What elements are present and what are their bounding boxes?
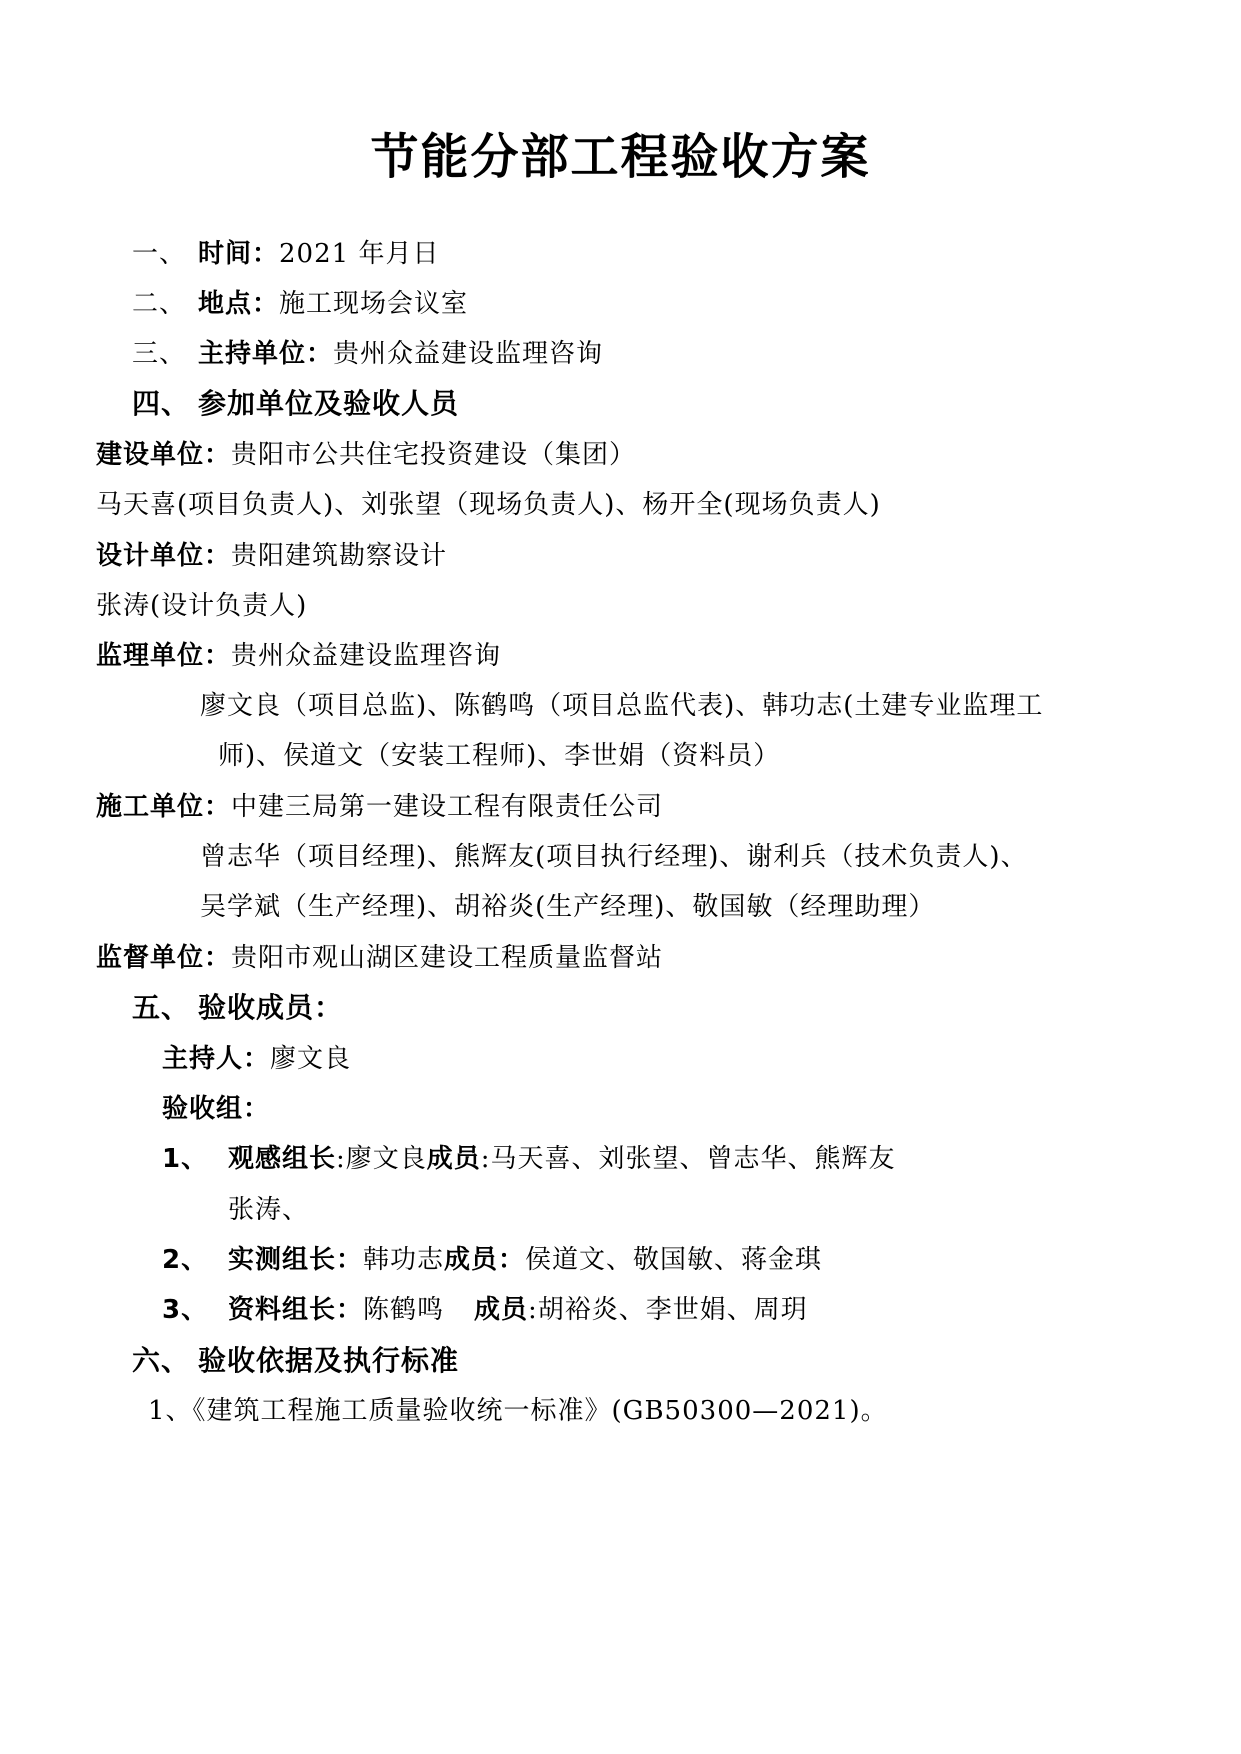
monitor-unit (96, 940, 663, 976)
section-number: 三、 (132, 339, 187, 369)
section-number: 六、 (132, 1344, 191, 1377)
group-visual (162, 1141, 896, 1177)
section-label: 主持单位： (198, 339, 334, 369)
section-participants (132, 386, 459, 422)
supervise-people-line2: 师)、侯道文（安装工程师)、李世娟（资料员） (218, 741, 781, 771)
section-standards (132, 1343, 459, 1379)
design-unit (96, 538, 447, 574)
unit-label: 监理单位： (96, 641, 232, 671)
standard-item-1: 1、《建筑工程施工质量验收统一标准》(GB50300—2021)。 (148, 1396, 888, 1426)
group-members-label: 成员 (426, 1144, 481, 1174)
document-title: 节能分部工程验收方案 (370, 129, 871, 185)
section-time (132, 236, 439, 272)
section-location (132, 286, 468, 322)
group-number: 1、 (162, 1144, 209, 1174)
group-leader: 韩功志 (363, 1245, 445, 1275)
supervise-unit (96, 638, 501, 674)
section-host-unit (132, 336, 603, 372)
acceptance-group-label: 验收组： (162, 1094, 271, 1124)
section-number: 五、 (132, 991, 191, 1024)
group-number: 2、 (162, 1245, 209, 1275)
unit-value: 贵阳市公共住宅投资建设（集团） (231, 440, 637, 470)
unit-label: 建设单位： (96, 440, 232, 470)
design-people: 张涛(设计负责人) (96, 591, 308, 621)
group-members: :马天喜、刘张望、曾志华、熊辉友 (480, 1144, 896, 1174)
section-value: 2021 年月日 (279, 239, 440, 269)
unit-label: 监督单位： (96, 943, 232, 973)
group-leader-label: 实测组长： (228, 1245, 364, 1275)
group-measure (162, 1242, 822, 1278)
section-value: 贵州众益建设监理咨询 (333, 339, 604, 369)
unit-value: 贵阳市观山湖区建设工程质量监督站 (231, 943, 664, 973)
section-number: 一、 (132, 239, 187, 269)
section-label: 时间： (198, 239, 280, 269)
section-label: 验收成员： (198, 991, 344, 1024)
build-people: 马天喜(项目负责人)、刘张望（现场负责人)、杨开全(现场负责人) (96, 490, 881, 520)
section-number: 二、 (132, 289, 187, 319)
construct-unit (96, 789, 663, 825)
host-value: 廖文良 (270, 1044, 352, 1074)
construct-people-line2: 吴学斌（生产经理)、胡裕炎(生产经理)、敬国敏（经理助理） (200, 892, 936, 922)
host-person (162, 1041, 351, 1077)
group-documents (162, 1292, 808, 1328)
section-label: 地点： (198, 289, 280, 319)
group-number: 3、 (162, 1295, 209, 1325)
supervise-people-line1: 廖文良（项目总监)、陈鹤鸣（项目总监代表)、韩功志(土建专业监理工 (200, 691, 1044, 721)
section-value: 施工现场会议室 (279, 289, 469, 319)
group-leader-label: 资料组长： (228, 1295, 364, 1325)
group-members-label: 成员： (444, 1245, 526, 1275)
construct-people-line1: 曾志华（项目经理)、熊辉友(项目执行经理)、谢利兵（技术负责人)、 (200, 842, 1028, 872)
unit-value: 中建三局第一建设工程有限责任公司 (231, 792, 664, 822)
group-leader: 陈鹤鸣 (363, 1295, 445, 1325)
group-members: :胡裕炎、李世娟、周玥 (528, 1295, 808, 1325)
group-members: 侯道文、敬国敏、蒋金琪 (525, 1245, 823, 1275)
section-label: 验收依据及执行标准 (198, 1344, 460, 1377)
section-number: 四、 (132, 387, 191, 420)
unit-label: 施工单位： (96, 792, 232, 822)
group-members-label: 成员 (474, 1295, 529, 1325)
group-leader-label: 观感组长 (228, 1144, 337, 1174)
section-label: 参加单位及验收人员 (198, 387, 460, 420)
group-visual-members-cont: 张涛、 (228, 1195, 310, 1225)
unit-value: 贵州众益建设监理咨询 (231, 641, 502, 671)
host-label: 主持人： (162, 1044, 271, 1074)
build-unit (96, 437, 636, 473)
section-members (132, 990, 343, 1026)
unit-value: 贵阳建筑勘察设计 (231, 541, 448, 571)
unit-label: 设计单位： (96, 541, 232, 571)
group-leader: :廖文良 (336, 1144, 427, 1174)
